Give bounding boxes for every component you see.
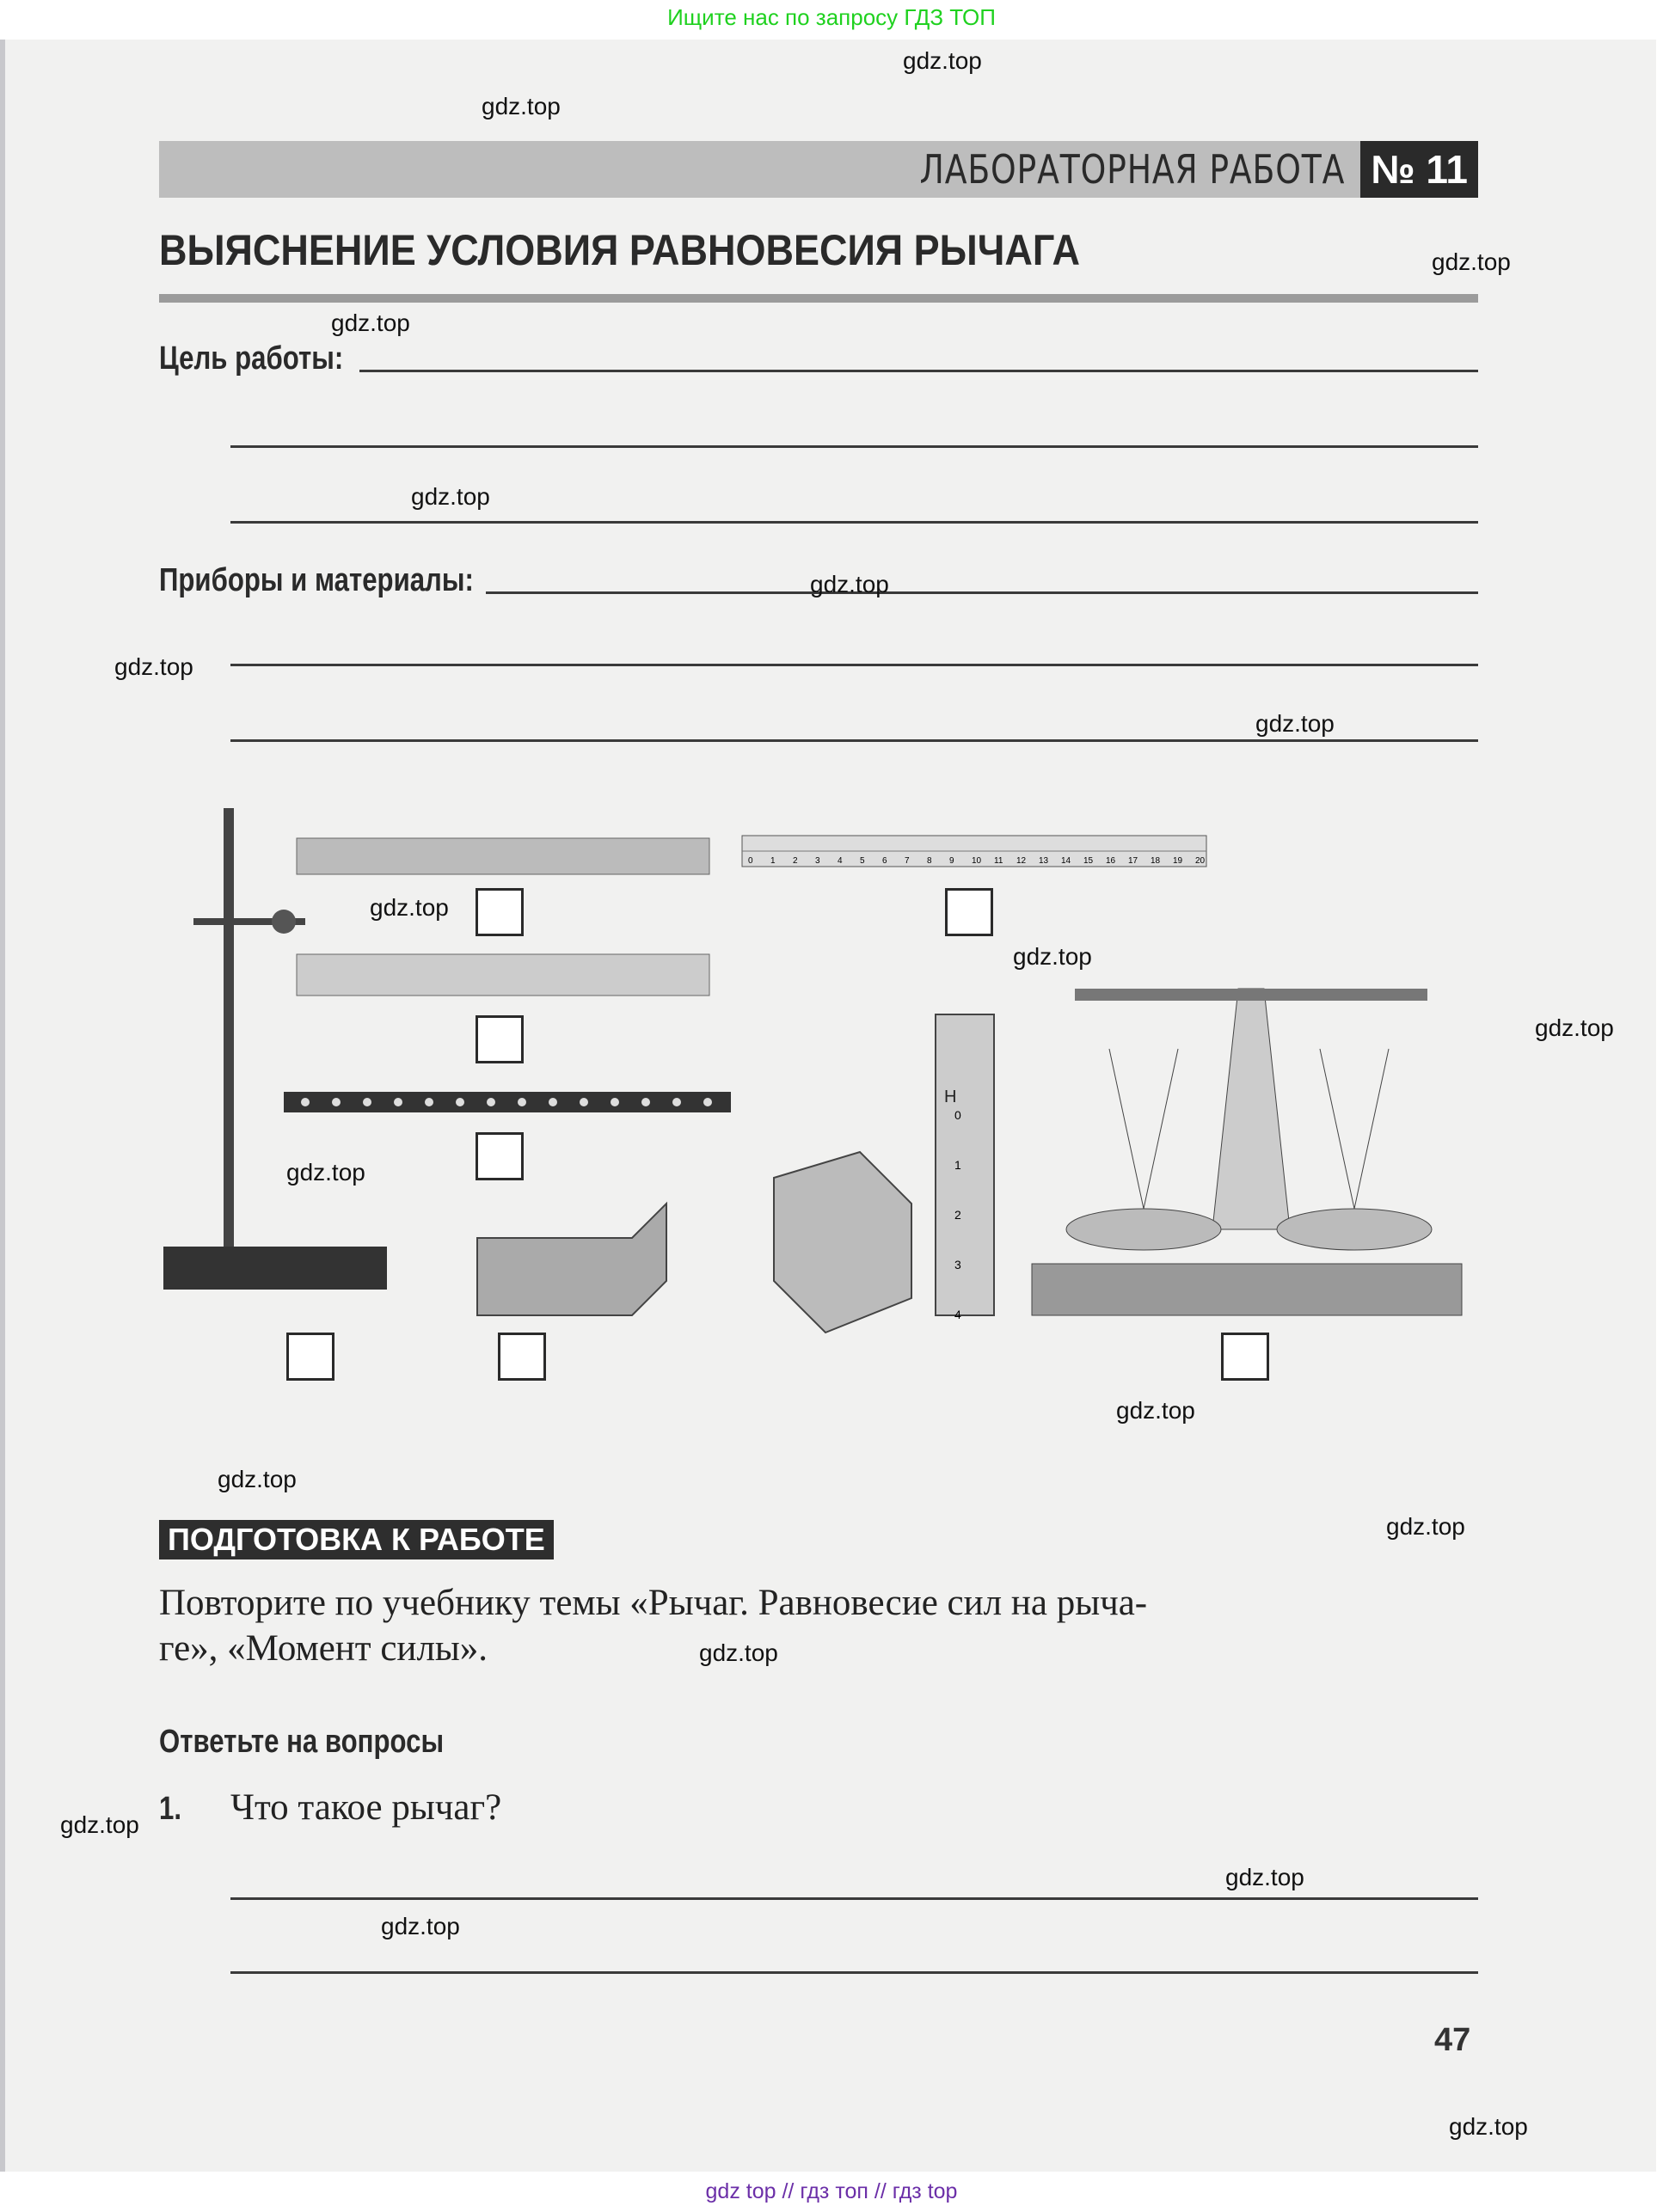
materials-answer-line[interactable]	[230, 739, 1478, 742]
balance-scale-illustration	[1032, 989, 1462, 1315]
dynamometer-unit: Н	[944, 1088, 957, 1106]
wooden-block-illustration	[297, 954, 709, 996]
ruler-tick-label: 15	[1083, 856, 1094, 866]
lab-number-badge: № 11	[1360, 141, 1478, 198]
goal-label: Цель работы:	[159, 340, 344, 377]
lever-hole	[580, 1098, 588, 1106]
ruler-tick-label: 6	[882, 856, 887, 866]
checkbox-wooden-block[interactable]	[476, 1015, 524, 1063]
question-text: Что такое рычаг?	[230, 1787, 502, 1828]
prep-section-heading: ПОДГОТОВКА К РАБОТЕ	[159, 1520, 554, 1559]
dynamometer-tick-label: 1	[954, 1158, 961, 1172]
watermark: gdz.top	[810, 571, 889, 597]
ruler-tick-label: 8	[927, 856, 932, 866]
checkbox-balance-scale[interactable]	[1221, 1333, 1269, 1381]
prep-text-line: Повторите по учебнику темы «Рычаг. Равновесие сил на рыча-	[159, 1583, 1148, 1623]
lab-header-bar	[159, 141, 1478, 198]
ruler-tick-label: 16	[1106, 856, 1116, 866]
lever-hole	[703, 1098, 712, 1106]
checkbox-lab-stand[interactable]	[286, 1333, 334, 1381]
ruler-tick-label: 4	[838, 856, 843, 866]
ruler-tick-label: 7	[905, 856, 910, 866]
watermark: gdz.top	[60, 1811, 139, 1838]
lever-hole	[425, 1098, 433, 1106]
materials-answer-line[interactable]	[230, 664, 1478, 666]
answer-line[interactable]	[230, 1897, 1478, 1900]
top-banner: Ищите нас по запросу ГДЗ ТОП	[0, 0, 1663, 40]
page-number: 47	[1434, 2022, 1471, 2058]
goal-answer-line[interactable]	[230, 521, 1478, 524]
ruler-tick-label: 1	[770, 856, 776, 866]
watermark: gdz.top	[411, 483, 490, 510]
dynamometer-tick-label: 4	[954, 1308, 961, 1321]
ruler-tick-label: 12	[1016, 856, 1027, 866]
checkbox-lever[interactable]	[476, 1132, 524, 1180]
question-number: 1.	[159, 1791, 181, 1827]
lever-hole	[301, 1098, 310, 1106]
watermark: gdz.top	[1386, 1513, 1465, 1540]
answer-line[interactable]	[230, 1971, 1478, 1974]
watermark: gdz.top	[1013, 943, 1092, 970]
ruler-tick-label: 18	[1151, 856, 1161, 866]
ruler-tick-label: 14	[1061, 856, 1071, 866]
ruler-tick-label: 10	[972, 856, 982, 866]
checkbox-ruler[interactable]	[945, 888, 993, 936]
ruler-tick-label: 11	[994, 856, 1003, 866]
weights-box-illustration	[477, 1204, 666, 1315]
dynamometer-illustration	[936, 1014, 994, 1315]
lever-hole	[487, 1098, 495, 1106]
dynamometer-tick-label: 3	[954, 1258, 961, 1271]
watermark: gdz.top	[331, 309, 410, 336]
watermark: gdz.top	[1432, 248, 1511, 275]
lever-hole	[611, 1098, 619, 1106]
lever-hole	[549, 1098, 557, 1106]
lab-stand-illustration	[163, 808, 387, 1290]
watermark: gdz.top	[286, 1159, 365, 1186]
lever-hole	[363, 1098, 371, 1106]
lever-hole	[672, 1098, 681, 1106]
ruler-tick-label: 0	[748, 856, 753, 866]
prep-text-line: ге», «Момент силы».	[159, 1628, 488, 1669]
ruler-tick-label: 17	[1128, 856, 1138, 866]
ruler-tick-label: 20	[1195, 856, 1206, 866]
checkbox-weights-box[interactable]	[498, 1333, 546, 1381]
watermark: gdz.top	[1255, 710, 1335, 737]
ruler-tick-label: 5	[860, 856, 865, 866]
materials-answer-line[interactable]	[486, 591, 1478, 594]
lever-hole	[332, 1098, 341, 1106]
lever-illustration	[284, 1092, 731, 1112]
goal-answer-line[interactable]	[359, 370, 1478, 372]
lever-hole	[456, 1098, 464, 1106]
watermark: gdz.top	[114, 653, 193, 680]
goal-answer-line[interactable]	[230, 445, 1478, 448]
watermark: gdz.top	[370, 894, 449, 921]
ruler-tick-label: 9	[949, 856, 954, 866]
lever-hole	[641, 1098, 650, 1106]
dynamometer-tick-label: 0	[954, 1108, 961, 1122]
questions-heading: Ответьте на вопросы	[159, 1724, 445, 1760]
bottom-banner: gdz top // гдз топ // гдз top	[0, 2172, 1663, 2212]
checkbox-wooden-bar[interactable]	[476, 888, 524, 936]
ruler-tick-label: 2	[793, 856, 798, 866]
ruler-tick-label: 3	[815, 856, 820, 866]
watermark: gdz.top	[1116, 1397, 1195, 1424]
watermark: gdz.top	[903, 47, 982, 74]
page-title: ВЫЯСНЕНИЕ УСЛОВИЯ РАВНОВЕСИЯ РЫЧАГА	[159, 226, 1081, 274]
watermark: gdz.top	[381, 1913, 460, 1939]
watermark: gdz.top	[1535, 1014, 1614, 1041]
lever-hole	[518, 1098, 526, 1106]
dynamometer-tick-label: 2	[954, 1208, 961, 1222]
ruler-tick-label: 19	[1173, 856, 1183, 866]
watermark: gdz.top	[482, 93, 561, 119]
materials-label: Приборы и материалы:	[159, 562, 474, 598]
watermark: gdz.top	[1449, 2113, 1528, 2140]
weights-set-illustration	[774, 1152, 911, 1333]
watermark: gdz.top	[1225, 1864, 1304, 1890]
lever-hole	[394, 1098, 402, 1106]
instruments-illustration	[155, 800, 1496, 1384]
watermark: gdz.top	[218, 1466, 297, 1492]
watermark: gdz.top	[699, 1639, 778, 1666]
ruler-tick-label: 13	[1039, 856, 1049, 866]
title-divider	[159, 294, 1478, 303]
wooden-bar-illustration	[297, 838, 709, 874]
lab-header-label: ЛАБОРАТОРНАЯ РАБОТА	[919, 146, 1346, 193]
